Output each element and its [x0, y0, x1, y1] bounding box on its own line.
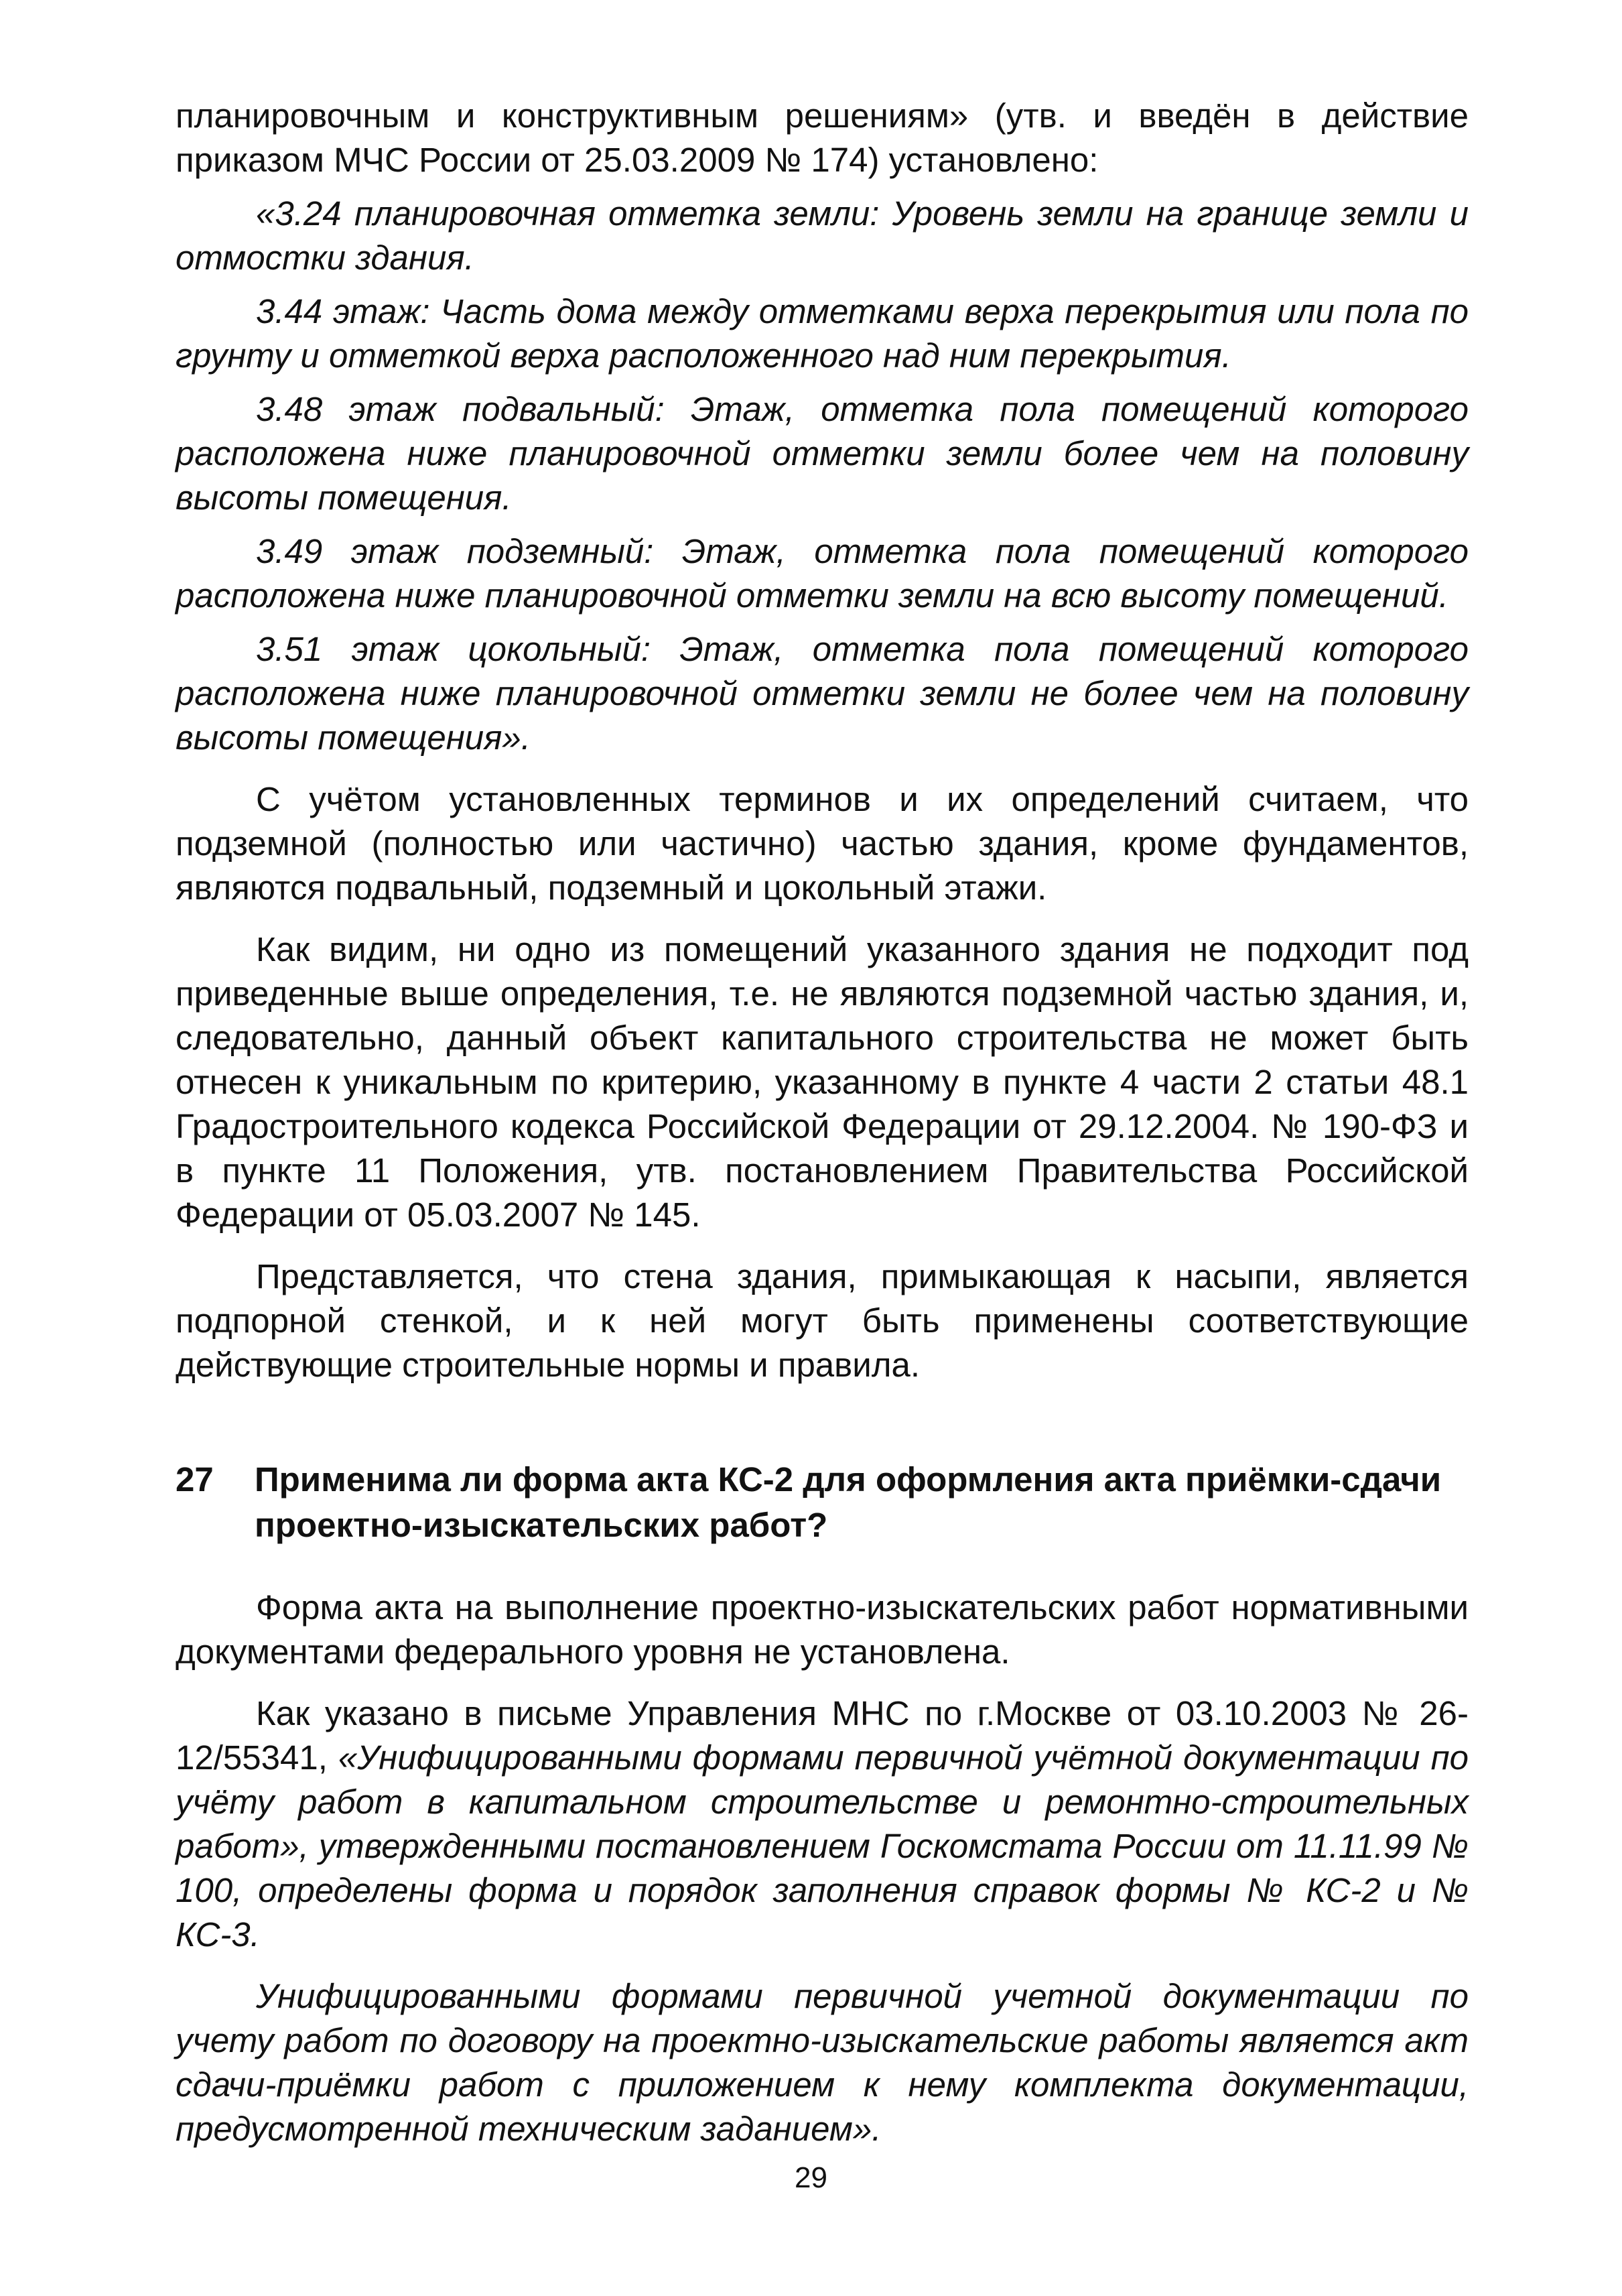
answer-quoted-text: «Унифицированными формами первичной учётной документации по учёту работ в капитальном строительстве и ремонтно-строительных работ», утвержденными постановлением Госкомстата России от 11.11.99 № 100, определены форма и порядок заполнения справок формы № КС-2 и № КС-3. [176, 1738, 1469, 1954]
answer-paragraph-italic: Унифицированными формами первичной учетной документации по учету работ по договору на проектно-изыскательские работы является акт сдачи-приёмки работ с приложением к нему комплекта документации, предусмотренной техническим заданием». [176, 1977, 1469, 2148]
definition-3-24: «3.24 планировочная отметка земли: Уровень земли на границе земли и отмостки здания. [176, 194, 1469, 277]
section-heading [176, 1457, 1469, 1548]
definition-3-44: 3.44 этаж: Часть дома между отметками верха перекрытия или пола по грунту и отметкой верха расположенного над ним перекрытия. [176, 292, 1469, 375]
body-paragraph: С учётом установленных терминов и их определений считаем, что подземной (полностью или частично) частью здания, кроме фундаментов, являются подвальный, подземный и цокольный этажи. [176, 780, 1469, 907]
intro-paragraph: планировочным и конструктивным решениям» (утв. и введён в действие приказом МЧС России от 25.03.2009 № 174) установлено: [176, 97, 1469, 179]
definition-3-49: 3.49 этаж подземный: Этаж, отметка пола помещений которого расположена ниже планировочной отметки земли на всю высоту помещений. [176, 532, 1469, 615]
answer-lead-text: Как указано в письме Управления МНС по г.Москве от 03.10.2003 № 26-12/55341, [176, 1694, 1469, 1777]
answer-paragraph: Форма акта на выполнение проектно-изыскательских работ нормативными документами федерального уровня не установлена. [176, 1588, 1469, 1671]
document-page [176, 94, 1469, 2151]
body-paragraph: Как видим, ни одно из помещений указанного здания не подходит под приведенные выше определения, т.е. не являются подземной частью здания, и, следовательно, данный объект капитального строительства не может быть отнесен к уникальным по критерию, указанному в пункте 4 части 2 статьи 48.1 Градостроительного кодекса Российской Федерации от 29.12.2004. № 190-ФЗ и в пункте 11 Положения, утв. постановлением Правительства Российской Федерации от 05.03.2007 № 145. [176, 930, 1469, 1234]
section-number: 27 [176, 1460, 214, 1498]
definition-3-48: 3.48 этаж подвальный: Этаж, отметка пола помещений которого расположена ниже планировочной отметки земли более чем на половину высоты помещения. [176, 390, 1469, 517]
body-paragraph: Представляется, что стена здания, примыкающая к насыпи, является подпорной стенкой, и к ней могут быть применены соответствующие действующие строительные нормы и правила. [176, 1257, 1469, 1384]
page-number: 29 [795, 2161, 827, 2194]
definition-3-51: 3.51 этаж цокольный: Этаж, отметка пола помещений которого расположена ниже планировочной отметки земли не более чем на половину высоты помещения». [176, 630, 1469, 757]
answer-paragraph-quote [176, 1692, 1469, 1957]
section-title: Применима ли форма акта КС-2 для оформления акта приёмки-сдачи проектно-изыскательских работ? [255, 1460, 1442, 1544]
